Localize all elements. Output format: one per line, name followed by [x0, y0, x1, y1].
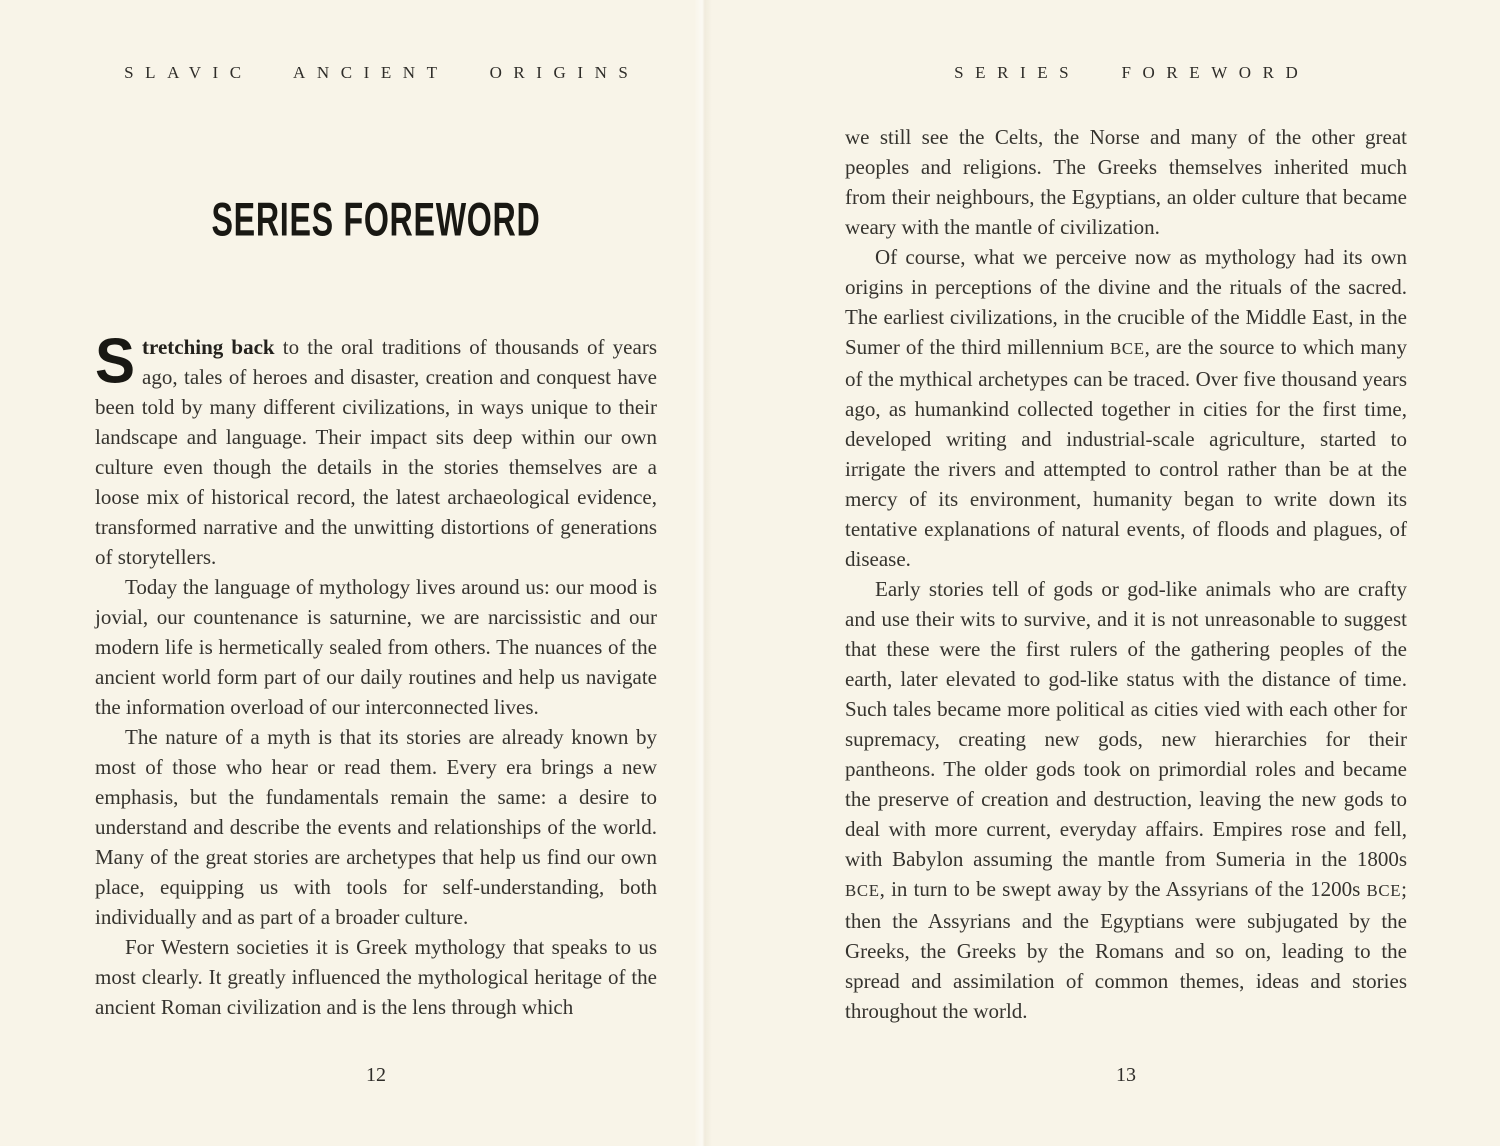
text-run: to the oral traditions of thousands of years ago, tales of heroes and disaster, creation and conquest have been told by many different civilizations, in ways unique to their landscape and language. Their impact sits deep within our own culture even though the details in the stories themselves are a loose mix of historical record, the latest archaeological evidence, transformed narrative and the unwitting distortions of generations of storytellers. [95, 335, 657, 569]
text-run: BCE [845, 881, 880, 900]
page-number-left: 12 [366, 1064, 386, 1086]
text-run: BCE [1366, 881, 1402, 900]
chapter-title-wrap [95, 192, 657, 246]
body-text-right [845, 122, 1407, 1026]
left-page [95, 0, 657, 1146]
running-head-left: SLAVIC ANCIENT ORIGINS [124, 63, 640, 82]
text-run: tretching back [142, 335, 275, 359]
text-run: Early stories tell of gods or god-like animals who are crafty and use their wits to survive, and it is not unreasonable to suggest that these were the first rulers of the gathering peoples of the earth, later elevated to god-like status with the distance of time. Such tales became more political as cities vied with each other for supremacy, creating new gods, new hierarchies for their pantheons. The older gods took on primordial roles and became the preserve of creation and destruction, leaving the new gods to deal with more current, everyday affairs. Empires rose and fell, with Babylon assuming the mantle from Sumeria in the 1800s [845, 577, 1407, 871]
text-run: we still see the Celts, the Norse and many of the other great peoples and religions. The Greeks themselves inherited much from their neighbours, the Egyptians, an older culture that became weary with the mantle of civilization. [845, 125, 1407, 239]
running-head-right: SERIES FOREWORD [954, 63, 1310, 82]
paragraph [845, 122, 1407, 242]
paragraph [95, 572, 657, 722]
body-text-left [95, 325, 657, 1022]
right-page [845, 0, 1407, 1146]
text-run: Today the language of mythology lives around us: our mood is jovial, our countenance is saturnine, we are narcissistic and our modern life is hermetically sealed from others. The nuances of the ancient world form part of our daily routines and help us navigate the information overload of our interconnected lives. [95, 575, 657, 719]
paragraph [845, 574, 1407, 1026]
page-gutter-shadow [694, 0, 712, 1146]
paragraph [845, 242, 1407, 574]
text-run: For Western societies it is Greek mythology that speaks to us most clearly. It greatly influenced the mythological heritage of the ancient Roman civilization and is the lens through which [95, 935, 657, 1019]
paragraph [95, 932, 657, 1022]
text-run: , are the source to which many of the mythical archetypes can be traced. Over five thousand years ago, as humankind collected together in cities for the first time, developed writing and industrial-scale agriculture, started to irrigate the rivers and attempted to control rather than be at the mercy of its environment, humanity began to write down its tentative explanations of natural events, of floods and plagues, of disease. [845, 335, 1407, 571]
paragraph [95, 722, 657, 932]
drop-cap: S [95, 325, 136, 397]
text-run: The nature of a myth is that its stories are already known by most of those who hear or read them. Every era brings a new emphasis, but the fundamentals remain the same: a desire to understand and describe the events and relationships of the world. Many of the great stories are archetypes that help us find our own place, equipping us with tools for self-understanding, both individually and as part of a broader culture. [95, 725, 657, 929]
text-run: BCE [1110, 339, 1145, 358]
paragraph [95, 325, 657, 572]
text-run: Of course, what we perceive now as mythology had its own origins in perceptions of the divine and the rituals of the sacred. The earliest civilizations, in the crucible of the Middle East, in the Sumer of the third millennium [845, 245, 1407, 359]
text-run: , in turn to be swept away by the Assyrians of the 1200s [879, 877, 1367, 901]
text-run: ; then the Assyrians and the Egyptians were subjugated by the Greeks, the Greeks by the Romans and so on, leading to the spread and assimilation of common themes, ideas and stories throughout the world. [845, 877, 1407, 1023]
page-number-right: 13 [1116, 1064, 1136, 1086]
chapter-title: SERIES FOREWORD [211, 192, 541, 246]
